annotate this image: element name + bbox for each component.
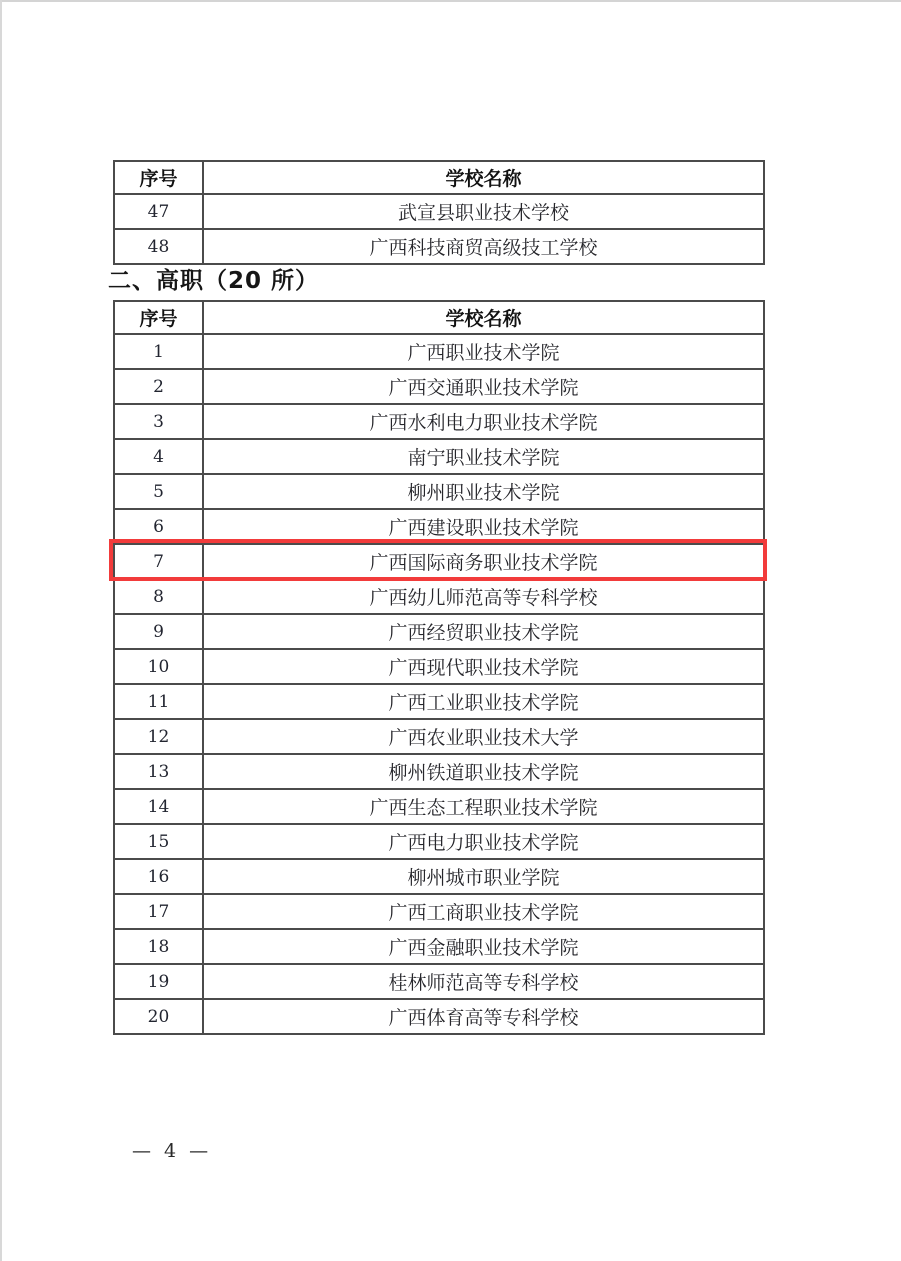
table-row [114,999,764,1034]
row-number-cell: 14 [114,789,203,824]
row-number-cell: 18 [114,929,203,964]
table-row [114,929,764,964]
school-name-cell: 桂林师范高等专科学校 [203,964,764,999]
table-row [114,369,764,404]
school-name-cell: 广西职业技术学院 [203,334,764,369]
school-name-cell: 广西幼儿师范高等专科学校 [203,579,764,614]
school-name-cell: 广西体育高等专科学校 [203,999,764,1034]
zhongzhi-schools-table [113,160,765,265]
table-header-row [114,301,764,334]
school-name-cell: 广西工业职业技术学院 [203,684,764,719]
gaozhi-schools-table [113,300,765,1035]
school-name-cell: 广西农业职业技术大学 [203,719,764,754]
table-row [114,509,764,544]
row-number-cell: 5 [114,474,203,509]
row-number-cell: 15 [114,824,203,859]
row-number-cell: 11 [114,684,203,719]
table-row [114,719,764,754]
row-number-cell: 2 [114,369,203,404]
table-row [114,439,764,474]
school-name-cell: 柳州职业技术学院 [203,474,764,509]
school-name-cell: 柳州铁道职业技术学院 [203,754,764,789]
row-number-cell: 48 [114,229,203,264]
row-number-cell: 8 [114,579,203,614]
col-header-school-name: 学校名称 [203,161,764,194]
row-number-cell: 3 [114,404,203,439]
school-name-cell: 广西工商职业技术学院 [203,894,764,929]
school-name-cell: 广西金融职业技术学院 [203,929,764,964]
col-header-serial-number: 序号 [114,301,203,334]
table-row [114,579,764,614]
table-row [114,544,764,579]
school-name-cell: 柳州城市职业学院 [203,859,764,894]
table-row [114,614,764,649]
school-name-cell: 广西建设职业技术学院 [203,509,764,544]
table-row [114,754,764,789]
table-row [114,334,764,369]
table-row [114,649,764,684]
table-row [114,894,764,929]
table-row [114,824,764,859]
row-number-cell: 1 [114,334,203,369]
row-number-cell: 6 [114,509,203,544]
table-row [114,684,764,719]
school-name-cell: 广西电力职业技术学院 [203,824,764,859]
school-name-cell: 武宣县职业技术学校 [203,194,764,229]
page-edge-top [0,0,901,2]
row-number-cell: 16 [114,859,203,894]
row-number-cell: 13 [114,754,203,789]
school-name-cell: 广西生态工程职业技术学院 [203,789,764,824]
table-row [114,474,764,509]
school-name-cell: 广西科技商贸高级技工学校 [203,229,764,264]
table-row [114,964,764,999]
page-number: — 4 — [132,1140,209,1162]
school-name-cell: 广西交通职业技术学院 [203,369,764,404]
col-header-serial-number: 序号 [114,161,203,194]
table-row [114,789,764,824]
row-number-cell: 47 [114,194,203,229]
school-name-cell: 广西现代职业技术学院 [203,649,764,684]
page-edge-left [0,0,2,1261]
row-number-cell: 10 [114,649,203,684]
table-row [114,229,764,264]
table-row [114,859,764,894]
row-number-cell: 9 [114,614,203,649]
row-number-cell: 12 [114,719,203,754]
row-number-cell: 19 [114,964,203,999]
table-header-row [114,161,764,194]
row-number-cell: 20 [114,999,203,1034]
table-row [114,404,764,439]
col-header-school-name: 学校名称 [203,301,764,334]
school-name-cell: 南宁职业技术学院 [203,439,764,474]
row-number-cell: 4 [114,439,203,474]
school-name-cell: 广西经贸职业技术学院 [203,614,764,649]
school-name-cell: 广西水利电力职业技术学院 [203,404,764,439]
table-row [114,194,764,229]
school-name-cell: 广西国际商务职业技术学院 [203,544,764,579]
row-number-cell: 7 [114,544,203,579]
row-number-cell: 17 [114,894,203,929]
section-title: 二、高职（20 所） [108,268,320,294]
